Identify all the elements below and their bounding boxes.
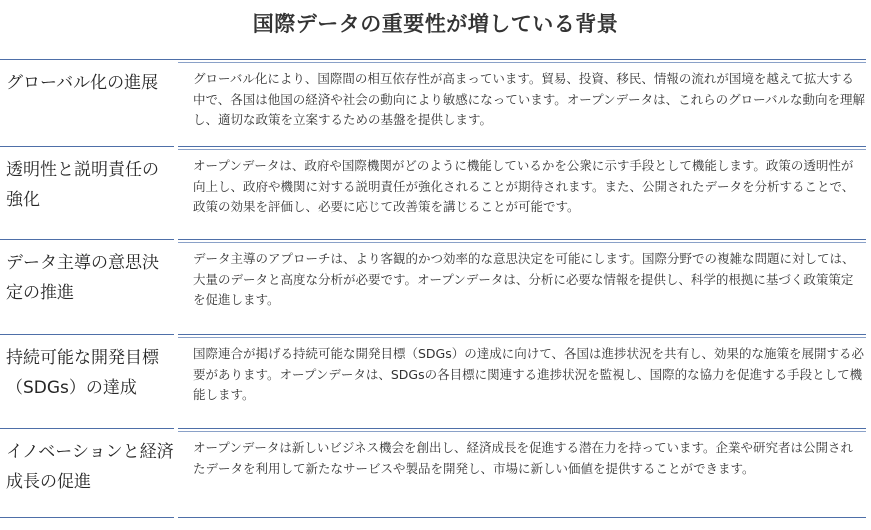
row-description: データ主導のアプローチは、より客観的かつ効率的な意思決定を可能にします。国際分野での複雑な問題に対しては、大量のデータと高度な分析が必要です。オープンデータは、分析に必要な情報を提供し、科学的根拠に基づく政策策定を促進します。	[193, 251, 855, 307]
row-divider-left	[0, 334, 174, 335]
table-row	[0, 239, 871, 334]
table-bottom-rule	[178, 517, 866, 518]
table-row	[0, 334, 871, 428]
row-description: オープンデータは、政府や国際機関がどのように機能しているかを公衆に示す手段として機能します。政策の透明性が向上し、政府や機関に対する説明責任が強化されることが期待されます。また、公開されたデータを分析することで、政策の効果を評価し、必要に応じて改善策を講じることが可能です。	[193, 158, 855, 214]
row-divider	[178, 239, 866, 240]
row-divider	[178, 146, 866, 147]
row-description: オープンデータは新しいビジネス機会を創出し、経済成長を促進する潜在力を持っています。企業や研究者は公開されたデータを利用して新たなサービスや製品を開発し、市場に新しい価値を提供することができます。	[193, 440, 854, 476]
table-row	[0, 428, 871, 520]
row-divider-left	[0, 146, 174, 147]
table-row	[0, 146, 871, 239]
row-label: データ主導の意思決定の推進	[6, 253, 159, 303]
page-title: 国際データの重要性が増している背景	[252, 12, 619, 36]
row-label: イノベーションと経済成長の促進	[6, 442, 174, 492]
row-description: グローバル化により、国際間の相互依存性が高まっています。貿易、投資、移民、情報の流れが国境を越えて拡大する中で、各国は他国の経済や社会の動向により敏感になっています。オープンデータは、これらのグローバルな動向を理解し、適切な政策を立案するための基盤を提供します。	[193, 71, 866, 127]
row-label: グローバル化の進展	[6, 73, 159, 93]
row-divider	[178, 334, 866, 335]
row-description: 国際連合が掲げる持続可能な開発目標（SDGs）の達成に向けて、各国は進捗状況を共有し、効果的な施策を展開する必要があります。オープンデータは、SDGsの各目標に関連する進捗状況を監視し、国際的な協力を促進する手段として機能します。	[193, 346, 865, 402]
row-divider-secondary	[178, 242, 866, 243]
row-label: 持続可能な開発目標（SDGs）の達成	[6, 348, 159, 398]
row-divider-secondary	[178, 62, 866, 63]
background-table	[0, 59, 871, 520]
row-divider	[0, 59, 866, 60]
table-row	[0, 59, 871, 146]
row-label: 透明性と説明責任の強化	[6, 160, 159, 210]
row-divider-secondary	[178, 149, 866, 150]
row-divider-secondary	[178, 431, 866, 432]
row-divider-left	[0, 239, 174, 240]
table-bottom-rule-left	[0, 517, 174, 518]
row-divider-secondary	[178, 337, 866, 338]
row-divider-left	[0, 428, 174, 429]
row-divider	[178, 428, 866, 429]
